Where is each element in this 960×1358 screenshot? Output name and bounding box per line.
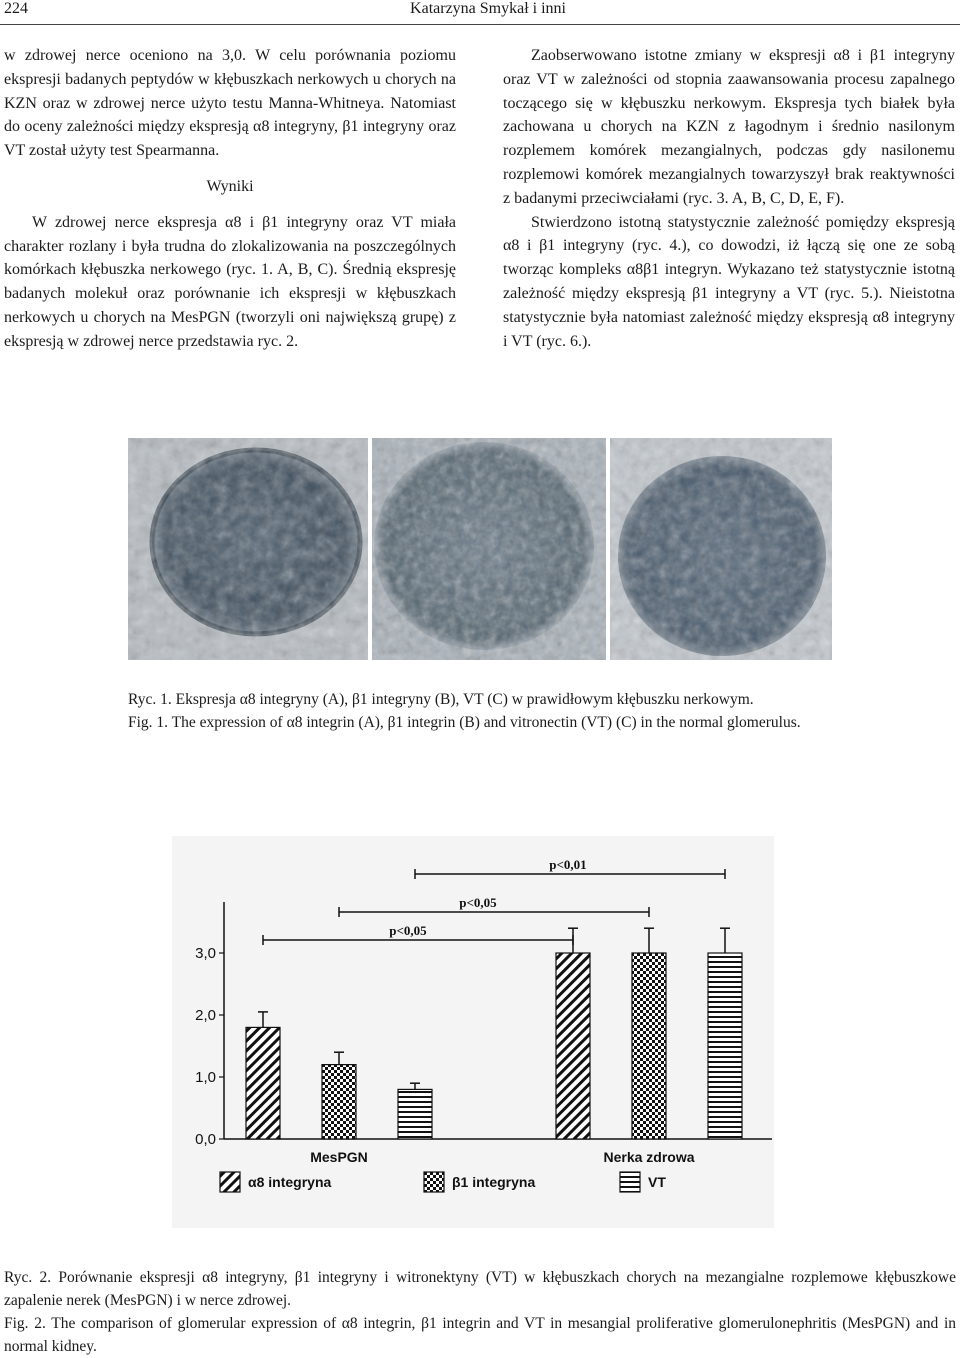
y-tick-label: 2,0 [195,1007,216,1024]
bar [322,1065,356,1139]
left-column [4,44,456,354]
legend-swatch [220,1172,240,1192]
page-header [0,0,960,26]
significance-label: p<0,05 [389,923,427,938]
figure-2-bar-chart [172,836,774,1228]
figure-1-caption-en: Fig. 1. The expression of α8 integrin (A), β1 integrin (B) and vitronectin (VT) (C) in the normal glomerulus. [128,714,801,731]
legend-swatch [620,1172,640,1192]
figure-1-caption [128,688,948,734]
figure-1-caption-pl: Ryc. 1. Ekspresja α8 integryny (A), β1 integryny (B), VT (C) w prawidłowym kłębuszku nerkowym. [128,691,754,708]
figure-2-caption-en: Fig. 2. The comparison of glomerular expression of α8 integrin, β1 integrin and VT in mesangial proliferative glomerulonephritis (MesPGN) and in normal kidney. [4,1315,956,1355]
legend-label: β1 integryna [452,1174,536,1190]
right-paragraph-2: Stwierdzono istotną statystycznie zależność pomiędzy ekspresją α8 i β1 integryny (ryc. 4.), co dowodzi, iż łączą się one ze sobą tworząc kompleks α8β1 integryn. Wykazano też statystycznie istotną zależność między ekspresją β1 integryny a VT (ryc. 5.). Nieistotna statystycznie była natomiast zależność między ekspresją α8 integryny i VT (ryc. 6.). [503,213,955,350]
bar [398,1089,432,1139]
significance-label: p<0,01 [549,857,587,872]
y-tick-label: 0,0 [195,1131,216,1148]
figure-2-caption-pl: Ryc. 2. Porównanie ekspresji α8 integryny, β1 integryny i witronektyny (VT) w kłębuszkach chorych na mezangialne rozplemowe kłębuszkowe zapalenie nerek (MesPGN) i w nerce zdrowej. [4,1269,956,1309]
x-category-label: MesPGN [310,1149,368,1165]
legend-label: α8 integryna [248,1174,332,1190]
bar [246,1027,280,1139]
y-tick-label: 3,0 [195,945,216,962]
right-column [503,44,955,353]
legend-label: VT [648,1174,666,1190]
micrograph-panel-a [128,438,368,660]
significance-label: p<0,05 [459,895,497,910]
micrograph-panel-c [610,438,832,660]
bar [556,953,590,1139]
figure-2-caption [4,1266,956,1358]
bar-chart-svg [172,836,774,1228]
header-rule [0,24,960,25]
legend-swatch [424,1172,444,1192]
right-paragraph-1: Zaobserwowano istotne zmiany w ekspresji α8 i β1 integryny oraz VT w zależności od stopnia zaawansowania procesu zapalnego toczącego się w kłębuszku nerkowym. Ekspresja tych białek była zachowana u chorych na KZN z łagodnym i średnio nasilonym rozplemem komórek mezangialnych, podczas gdy nasilonemu rozplemowi komórek mezangialnych towarzyszył brak reaktywności z badanymi przeciwciałami (ryc. 3. A, B, C, D, E, F). [503,47,955,207]
bar [632,953,666,1139]
micrograph-panel-b [372,438,606,660]
running-head: Katarzyna Smykał i inni [410,0,566,17]
section-heading-results: Wyniki [206,177,254,195]
bar [708,953,742,1139]
left-paragraph-1: w zdrowej nerce oceniono na 3,0. W celu porównania poziomu ekspresji badanych peptydów w kłębuszkach nerkowych u chorych na KZN oraz w zdrowej nerce użyto testu Manna-Whitneya. Natomiast do oceny zależności między ekspresją α8 integryny, β1 integryny oraz VT został użyty test Spearmanna. [4,47,456,160]
x-category-label: Nerka zdrowa [603,1149,695,1165]
y-tick-label: 1,0 [195,1069,216,1086]
page-number: 224 [4,0,28,17]
figure-1-micrographs [128,438,832,660]
left-paragraph-2: W zdrowej nerce ekspresja α8 i β1 integryny oraz VT miała charakter rozlany i była trudna do zlokalizowania na poszczególnych komórkach kłębuszka nerkowego (ryc. 1. A, B, C). Średnią ekspresję badanych molekuł oraz porównanie ich ekspresji w kłębuszkach nerkowych u chorych na MesPGN (tworzyli oni największą grupę) z ekspresją w zdrowej nerce przedstawia ryc. 2. [4,213,456,350]
